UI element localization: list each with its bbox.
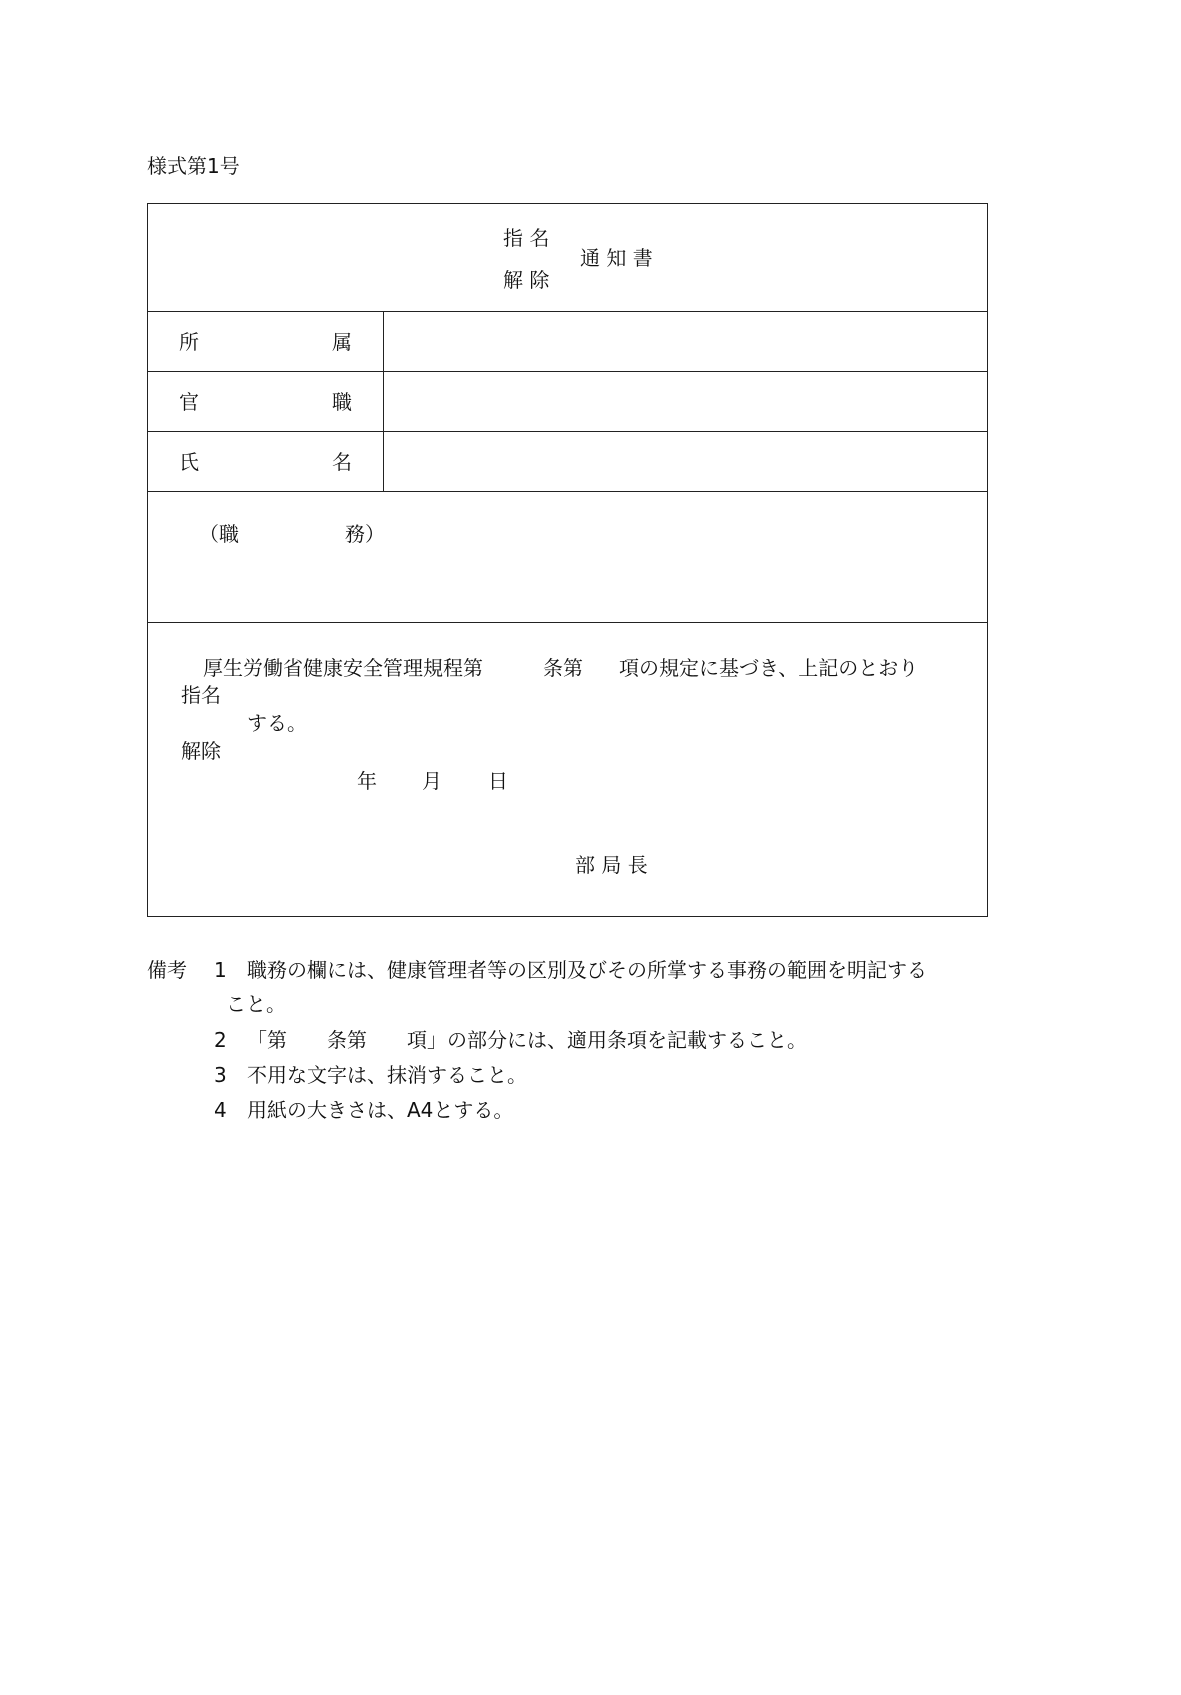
body-regulation-text: 厚生労働省健康安全管理規程第 [203,656,483,680]
title-option-designate: 指 名 [503,226,550,250]
body-article-unit: 条第 [543,656,583,680]
row-name-label-right: 名 [332,450,352,474]
note-text-1: 職務の欄には、健康管理者等の区別及びその所掌する事務の範囲を明記する [247,958,927,982]
duties-label-right: 務） [345,522,385,546]
label-column-divider [383,311,384,491]
row-position-label-left: 官 [179,390,199,414]
row-position-label-right: 職 [332,390,352,414]
title-option-release: 解 除 [503,268,550,292]
row-affiliation-label-right: 属 [332,330,352,354]
note-text-2: 「第 条第 項」の部分には、適用条項を記載すること。 [247,1028,807,1052]
duties-label-left: （職 [199,522,239,546]
body-suru: する。 [247,711,307,735]
date-month: 月 [422,769,442,793]
note-text-1-continuation: こと。 [226,992,286,1016]
note-number-2: 2 [214,1028,227,1052]
note-number-4: 4 [214,1098,227,1122]
divider-name [148,491,987,492]
body-clause-rest: 項の規定に基づき、上記のとおり [619,656,919,680]
form-number: 様式第1号 [147,154,240,178]
notes-heading: 備考 [147,958,187,982]
notice-form [147,203,988,917]
row-name-label-left: 氏 [179,450,199,474]
date-day: 日 [488,769,508,793]
divider-position [148,431,987,432]
divider-title [148,311,987,312]
signer-title: 部 局 長 [575,853,648,877]
note-number-3: 3 [214,1063,227,1087]
note-text-3: 不用な文字は、抹消すること。 [247,1063,527,1087]
title-notice: 通 知 書 [580,246,653,270]
divider-duties [148,622,987,623]
body-option-designate: 指名 [181,683,221,707]
divider-affiliation [148,371,987,372]
row-affiliation-label-left: 所 [179,330,199,354]
date-year: 年 [357,769,377,793]
body-option-release: 解除 [181,739,221,763]
note-number-1: 1 [214,958,227,982]
note-text-4: 用紙の大きさは、A4とする。 [247,1098,514,1122]
